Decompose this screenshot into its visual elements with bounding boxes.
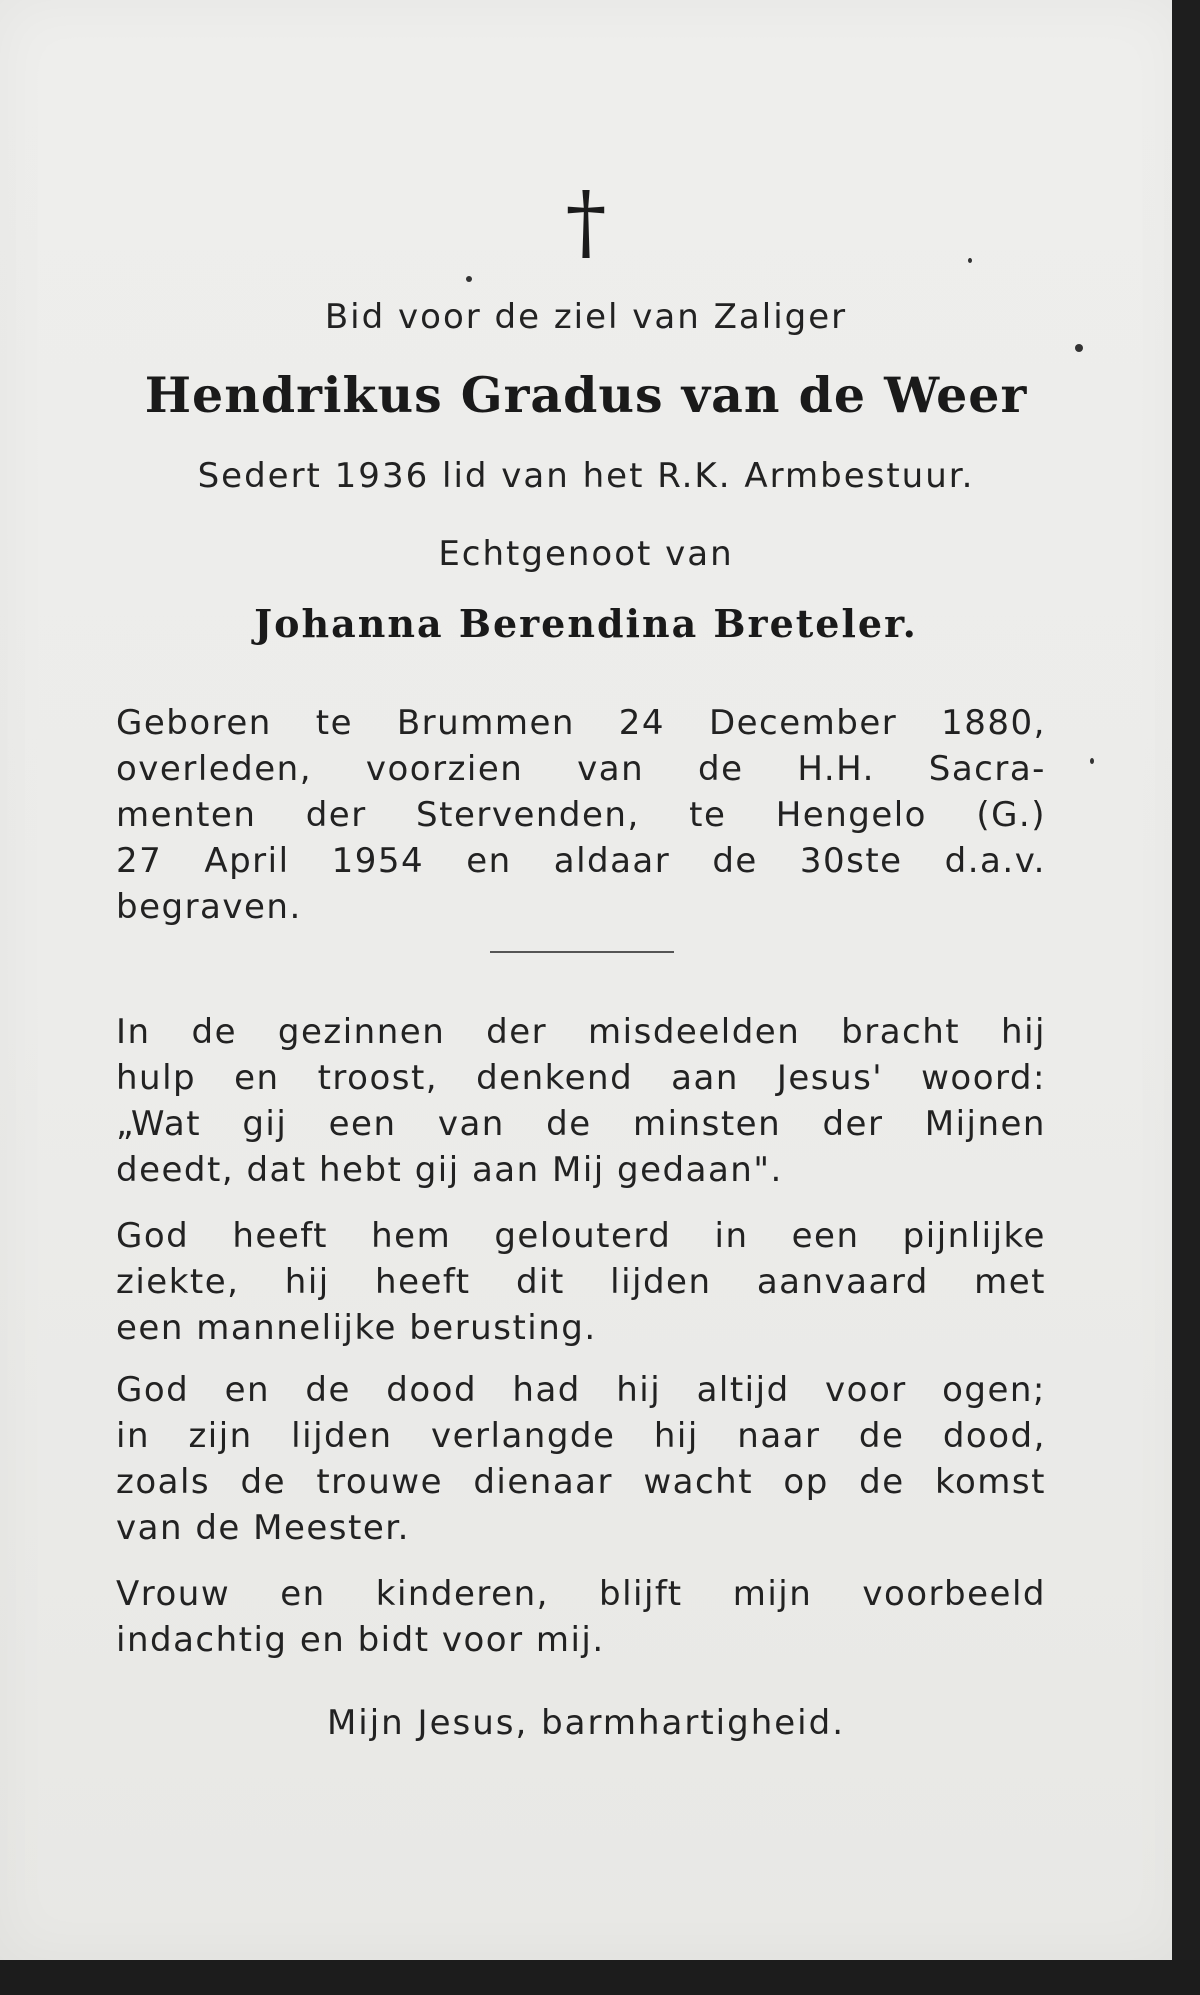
word: der — [822, 1104, 884, 1144]
word: kinderen, — [375, 1574, 549, 1614]
word: en — [224, 1370, 271, 1410]
word: dit — [515, 1262, 565, 1302]
verse-line — [116, 1367, 1046, 1413]
word: 30ste — [799, 841, 903, 881]
word: van — [577, 749, 645, 789]
word: 1880, — [941, 703, 1046, 743]
word: hulp — [116, 1058, 197, 1098]
verse-line: van de Meester. — [116, 1508, 410, 1548]
card-shadow-bottom — [0, 1960, 1200, 1995]
word: misdeelden — [588, 1012, 801, 1052]
word: de — [858, 1416, 905, 1456]
word: voor — [825, 1370, 907, 1410]
word: met — [974, 1262, 1046, 1302]
word: hij — [616, 1370, 662, 1410]
word: woord: — [921, 1058, 1046, 1098]
verse-line — [116, 1413, 1046, 1459]
word: en — [280, 1574, 326, 1614]
word: Mijnen — [924, 1104, 1046, 1144]
closing-invocation: Mijn Jesus, barmhartigheid. — [326, 1703, 846, 1743]
verse-paragraph — [116, 1571, 1046, 1663]
word: hij — [284, 1262, 330, 1302]
word: een — [791, 1216, 860, 1256]
section-divider — [490, 951, 674, 953]
word: de — [712, 841, 758, 881]
word: aanvaard — [756, 1262, 929, 1302]
word: gezinnen — [277, 1012, 446, 1052]
word: Sacra- — [928, 749, 1046, 789]
word: van — [437, 1104, 505, 1144]
word: komst — [934, 1462, 1046, 1502]
word: Brummen — [396, 703, 575, 743]
word: hij — [653, 1416, 699, 1456]
word: (G.) — [976, 795, 1046, 835]
word: God — [116, 1370, 190, 1410]
word: minsten — [632, 1104, 782, 1144]
spouse-name: Johanna Berendina Breteler. — [254, 601, 918, 646]
word: dienaar — [473, 1462, 613, 1502]
word: voorbeeld — [862, 1574, 1046, 1614]
verse-line — [116, 1101, 1046, 1147]
word: aldaar — [553, 841, 671, 881]
biography-line — [116, 838, 1046, 884]
word: te — [689, 795, 727, 835]
word: voorzien — [365, 749, 524, 789]
verse-paragraph — [116, 1009, 1046, 1193]
word: pijnlijke — [902, 1216, 1046, 1256]
word: hem — [371, 1216, 452, 1256]
word: menten — [116, 795, 257, 835]
word: te — [315, 703, 353, 743]
word: denkend — [476, 1058, 634, 1098]
verse-line: deedt, dat hebt gij aan Mij gedaan". — [116, 1150, 783, 1190]
word: God — [116, 1216, 190, 1256]
word: trouwe — [316, 1462, 443, 1502]
verse-line — [116, 1571, 1046, 1617]
verse-line — [116, 1213, 1046, 1259]
word: troost, — [317, 1058, 439, 1098]
word: de — [240, 1462, 286, 1502]
word: In — [116, 1012, 151, 1052]
word: April — [204, 841, 290, 881]
word: December — [708, 703, 898, 743]
print-speck — [1090, 758, 1094, 764]
biography-line — [116, 746, 1046, 792]
word: blijft — [599, 1574, 683, 1614]
word: en — [466, 841, 512, 881]
print-speck — [466, 276, 472, 282]
word: gelouterd — [494, 1216, 672, 1256]
word: der — [305, 795, 367, 835]
word: ziekte, — [116, 1262, 240, 1302]
word: Vrouw — [116, 1574, 231, 1614]
biography-line — [116, 700, 1046, 746]
word: naar — [737, 1416, 821, 1456]
print-speck — [968, 258, 972, 263]
card-shadow-right — [1172, 0, 1200, 1995]
word: wacht — [643, 1462, 754, 1502]
word: ogen; — [942, 1370, 1046, 1410]
prayer-intro: Bid voor de ziel van Zaliger — [324, 297, 848, 337]
word: zoals — [116, 1462, 211, 1502]
word: 1954 — [331, 841, 425, 881]
word: hij — [1001, 1012, 1046, 1052]
word: Geboren — [116, 703, 272, 743]
word: dood — [386, 1370, 478, 1410]
word: Hengelo — [775, 795, 927, 835]
word: in — [714, 1216, 749, 1256]
word: aan — [671, 1058, 739, 1098]
word: lijden — [610, 1262, 712, 1302]
biography-line — [116, 792, 1046, 838]
word: „Wat — [116, 1104, 202, 1144]
word: lijden — [291, 1416, 393, 1456]
word: had — [512, 1370, 581, 1410]
verse-line — [116, 1259, 1046, 1305]
verse-line — [116, 1009, 1046, 1055]
cross-icon: † — [565, 175, 607, 270]
verse-line: indachtig en bidt voor mij. — [116, 1620, 605, 1660]
word: een — [328, 1104, 397, 1144]
word: de — [305, 1370, 351, 1410]
word: heeft — [232, 1216, 328, 1256]
word: altijd — [696, 1370, 790, 1410]
word: der — [486, 1012, 548, 1052]
word: en — [234, 1058, 280, 1098]
biography-block — [116, 700, 1046, 930]
word: bracht — [841, 1012, 961, 1052]
word: overleden, — [116, 749, 313, 789]
verse-paragraph — [116, 1213, 1046, 1351]
word: de — [191, 1012, 237, 1052]
word: 24 — [618, 703, 666, 743]
verse-line — [116, 1459, 1046, 1505]
print-speck — [1075, 344, 1083, 352]
word: Stervenden, — [416, 795, 640, 835]
deceased-name: Hendrikus Gradus van de Weer — [144, 366, 1028, 424]
word: in — [116, 1416, 150, 1456]
word: de — [546, 1104, 592, 1144]
word: Jesus' — [776, 1058, 884, 1098]
membership-line: Sedert 1936 lid van het R.K. Armbestuur. — [197, 456, 975, 496]
word: heeft — [375, 1262, 471, 1302]
word: op — [783, 1462, 829, 1502]
word: de — [859, 1462, 905, 1502]
verse-line — [116, 1055, 1046, 1101]
word: dood, — [942, 1416, 1046, 1456]
word: d.a.v. — [944, 841, 1046, 881]
word: 27 — [116, 841, 163, 881]
verse-paragraph — [116, 1367, 1046, 1551]
word: gij — [242, 1104, 288, 1144]
word: de — [698, 749, 744, 789]
word: verlangde — [431, 1416, 616, 1456]
verse-line: een mannelijke berusting. — [116, 1308, 597, 1348]
biography-line: begraven. — [116, 887, 302, 927]
word: H.H. — [797, 749, 875, 789]
word: mijn — [732, 1574, 813, 1614]
word: zijn — [188, 1416, 253, 1456]
spouse-label: Echtgenoot van — [438, 534, 734, 574]
